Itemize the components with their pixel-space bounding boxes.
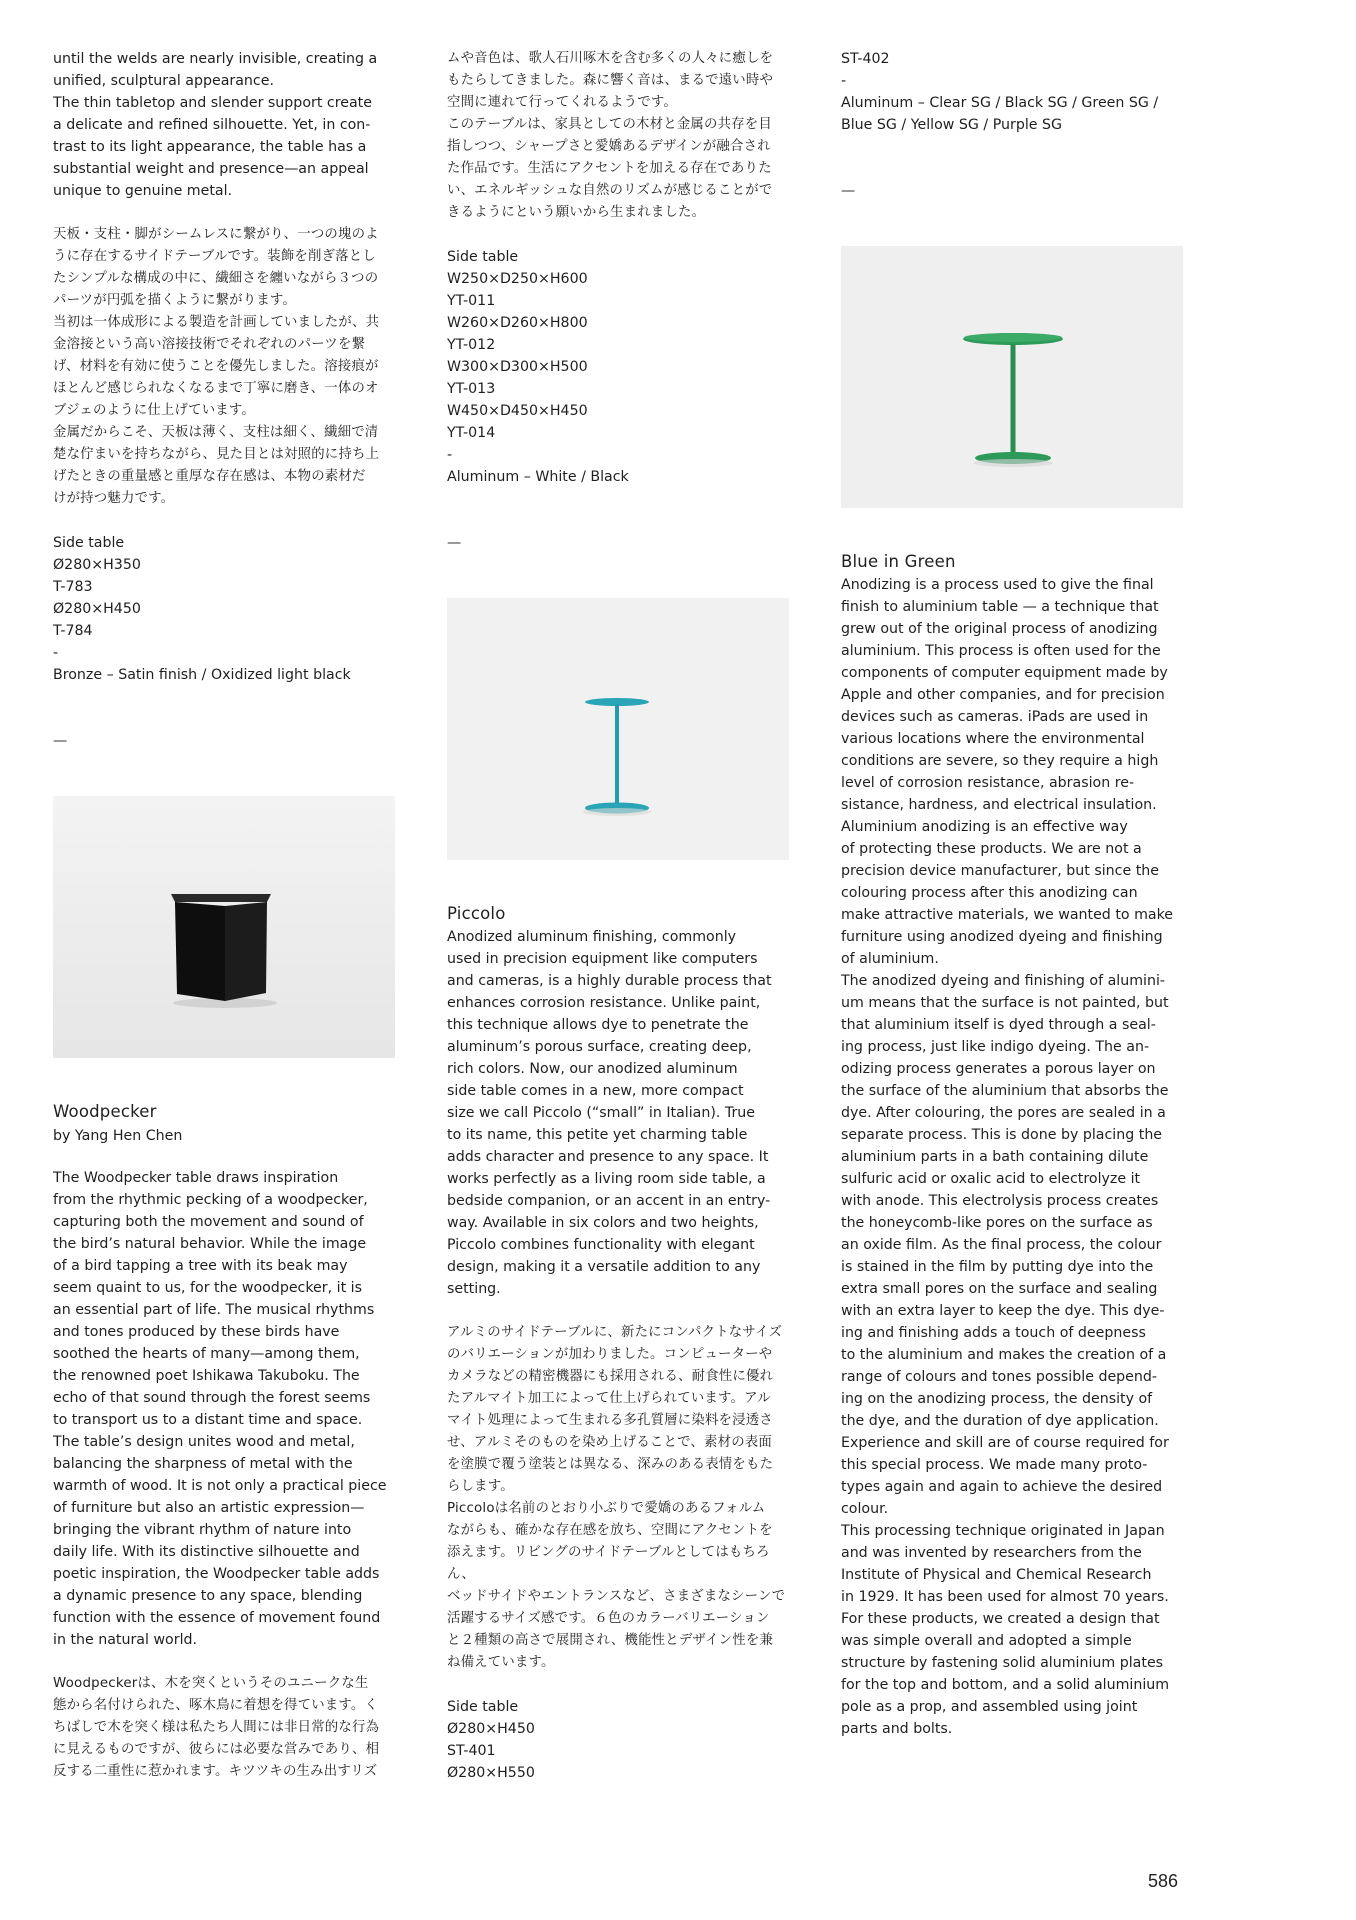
section-divider: — [53, 733, 68, 749]
woodpecker-photo [53, 796, 395, 1058]
blue-in-green-body-en: Anodizing is a process used to give the final finish to aluminium table — a technique that grew out of the original process of anodizing aluminium. This process is often used for the components of computer equipment made by Apple and other companies, and for precision devices such as cameras. iPads are used in various locations where the environmental conditions are severe, so they require a high level of corrosion resistance, abrasion re- sistance, hardness, and electrical insulation. Aluminium anodizing is an effective way of protecting these products. We are not a precision device manufacturer, but since the colouring process after this anodizing can make attractive materials, we wanted to make furniture using anodized dyeing and finishing of aluminium. The anodized dyeing and finishing of alumini- um means that the surface is not painted, but that aluminium itself is dyed through a seal- ing process, just like indigo dyeing. The an- odizing process generates a porous layer on the surface of the aluminium that absorbs the dye. After colouring, the pores are sealed in a separate process. This is done by placing the aluminium parts in a bath containing dilute sulfuric acid or oxalic acid to electrolyze it with anode. This electrolysis process creates the honeycomb-like pores on the surface as an oxide film. As the final process, the colour is stained in the film by putting dye into the extra small pores on the surface and sealing with an extra layer to keep the dye. This dye- ing and finishing adds a touch of deepness to the aluminium and makes the creation of a range of colours and tones possible depend- ing on the anodizing process, the density of the dye, and the duration of dye application. Experience and skill are of course required for this special process. We made many proto- types again and again to achieve the desired colour. This processing technique originated in Japan and was invented by researchers from the Institute of Physical and Chemical Research in 1929. It has been used for almost 70 years. For these products, we created a design that was simple overall and adopted a simple structure by fastening solid aluminium plates for the top and bottom, and a solid aluminium pole as a prop, and assembled using joint parts and bolts. [841, 577, 1174, 1737]
piccolo-body-en: Anodized aluminum finishing, commonly used in precision equipment like computers and cameras, is a highly durable process that enhances corrosion resistance. Unlike paint, this technique allows dye to penetrate the aluminum’s porous surface, creating deep, rich colors. Now, our anodized aluminum side table comes in a new, more compact size we call Piccolo (“small” in Italian). True to its name, this petite yet charming table adds character and presence to any space. It works perfectly as a living room side table, a bedside companion, or an accent in an entry- way. Available in six colors and two heights, Piccolo combines functionality with elegant design, making it a versatile addition to any setting. [447, 929, 772, 1297]
section-divider: — [447, 535, 462, 551]
column-right [841, 48, 1183, 1740]
piccolo-title: Piccolo [447, 904, 506, 923]
section-divider: — [841, 183, 856, 199]
piccolo-body-jp: アルミのサイドテーブルに、新たにコンパクトなサイズ のバリエーションが加わりました。コンピューターや カメラなどの精密機器にも採用される、耐食性に優れ たアルマイト加工によって仕上げられています。アル マイト処理によって生まれる多孔質層に染料を浸透さ せ、アルミそのものを染め上げることで、素材の表面 を塗膜で覆う塗装とは異なる、深みのある表情をもた らします。 Piccoloは名前のとおり小ぶりで愛嬌のあるフォルム ながらも、確かな存在感を放ち、空間にアクセントを 添えます。リビングのサイドテーブルとしてはもちろん、 ベッドサイドやエントランスなど、さまざまなシーンで 活躍するサイズ感です。６色のカラーバリエーション と２種類の高さで展開され、機能性とデザイン性を兼 ね備えています。 [447, 1325, 786, 1670]
piccolo-table-image [447, 598, 789, 860]
blue-in-green-title: Blue in Green [841, 552, 956, 571]
woodpecker-body-jp-continued: ムや音色は、歌人石川啄木を含む多くの人々に癒しを もたらしてきました。森に響く音は、まるで遠い時や 空間に連れて行ってくれるようです。 このテーブルは、家具としての木材と金属の共存を目 指しつつ、シャープさと愛嬌あるデザインが融合され た作品です。生活にアクセントを加える存在でありた い、エネルギッシュな自然のリズムが感じることがで きるようにという願いから生まれました。 [447, 51, 774, 220]
piccolo-specs-continued: ST-402 - Aluminum – Clear SG / Black SG / Green SG / Blue SG / Yellow SG / Purple SG [841, 51, 1159, 133]
woodpecker-byline: by Yang Hen Chen [53, 1128, 183, 1144]
woodpecker-title: Woodpecker [53, 1102, 157, 1121]
woodpecker-table-image [53, 796, 395, 1058]
blue-in-green-photo [841, 246, 1183, 508]
piccolo-photo [447, 598, 789, 860]
woodpecker-body-en: The Woodpecker table draws inspiration from the rhythmic pecking of a woodpecker, capturing both the movement and sound of the bird’s natural behavior. While the image of a bird tapping a tree with its beak may seem quaint to us, for the woodpecker, it is an essential part of life. The musical rhythms and tones produced by these birds have soothed the hearts of many—among them, the renowned poet Ishikawa Takuboku. The echo of that sound through the forest seems to transport us to a distant time and space. The table’s design unites wood and metal, balancing the sharpness of metal with the warmth of wood. It is not only a practical piece of furniture but also an artistic expression— bringing the vibrant rhythm of nature into daily life. With its distinctive silhouette and poetic inspiration, the Woodpecker table adds a dynamic presence to any space, blending function with the essence of movement found in the natural world. [53, 1170, 387, 1648]
blue-in-green-table-image [841, 246, 1183, 508]
column-middle [447, 48, 789, 1784]
woodpecker-intro-jp: 天板・支柱・脚がシームレスに繋がり、一つの塊のよ うに存在するサイドテーブルです。装飾を削ぎ落とし たシンプルな構成の中に、繊細さを纏いながら３つの パーツが円弧を描くように繋がります。 当初は一体成形による製造を計画していましたが、共 金溶接という高い溶接技術でそれぞれのパーツを繋 げ、材料を有効に使うことを優先しました。溶接痕が ほとんど感じられなくなるまで丁寧に磨き、一体のオ ブジェのように仕上げています。 金属だからこそ、天板は薄く、支柱は細く、繊細で清 楚な佇まいを持ちながら、見た目とは対照的に持ち上 げたときの重量感と重厚な存在感は、本物の素材だ けが持つ魅力です。 [53, 227, 380, 506]
column-left [53, 48, 395, 1783]
piccolo-specs: Side table Ø280×H450 ST-401 Ø280×H550 [447, 1699, 535, 1781]
woodpecker-specs: Side table W250×D250×H600 YT-011 W260×D260×H800 YT-012 W300×D300×H500 YT-013 W450×D450×H450 YT-014 - Aluminum – White / Black [447, 249, 629, 485]
page-number: 586 [1148, 1871, 1179, 1891]
woodpecker-intro-en: until the welds are nearly invisible, creating a unified, sculptural appearance. The thin tabletop and slender support create a delicate and refined silhouette. Yet, in con- trast to its light appearance, the table has a substantial weight and presence—an appeal unique to genuine metal. [53, 51, 378, 199]
woodpecker-body-jp: Woodpeckerは、木を突くというそのユニークな生 態から名付けられた、啄木鳥に着想を得ています。く ちばしで木を突く様は私たち人間には非日常的な行為 に見えるものですが、彼らには必要な営みであり、相 反する二重性に惹かれます。キツツキの生み出すリズ [53, 1676, 380, 1779]
woodpecker-prev-specs: Side table Ø280×H350 T-783 Ø280×H450 T-784 - Bronze – Satin finish / Oxidized light black [53, 535, 351, 683]
